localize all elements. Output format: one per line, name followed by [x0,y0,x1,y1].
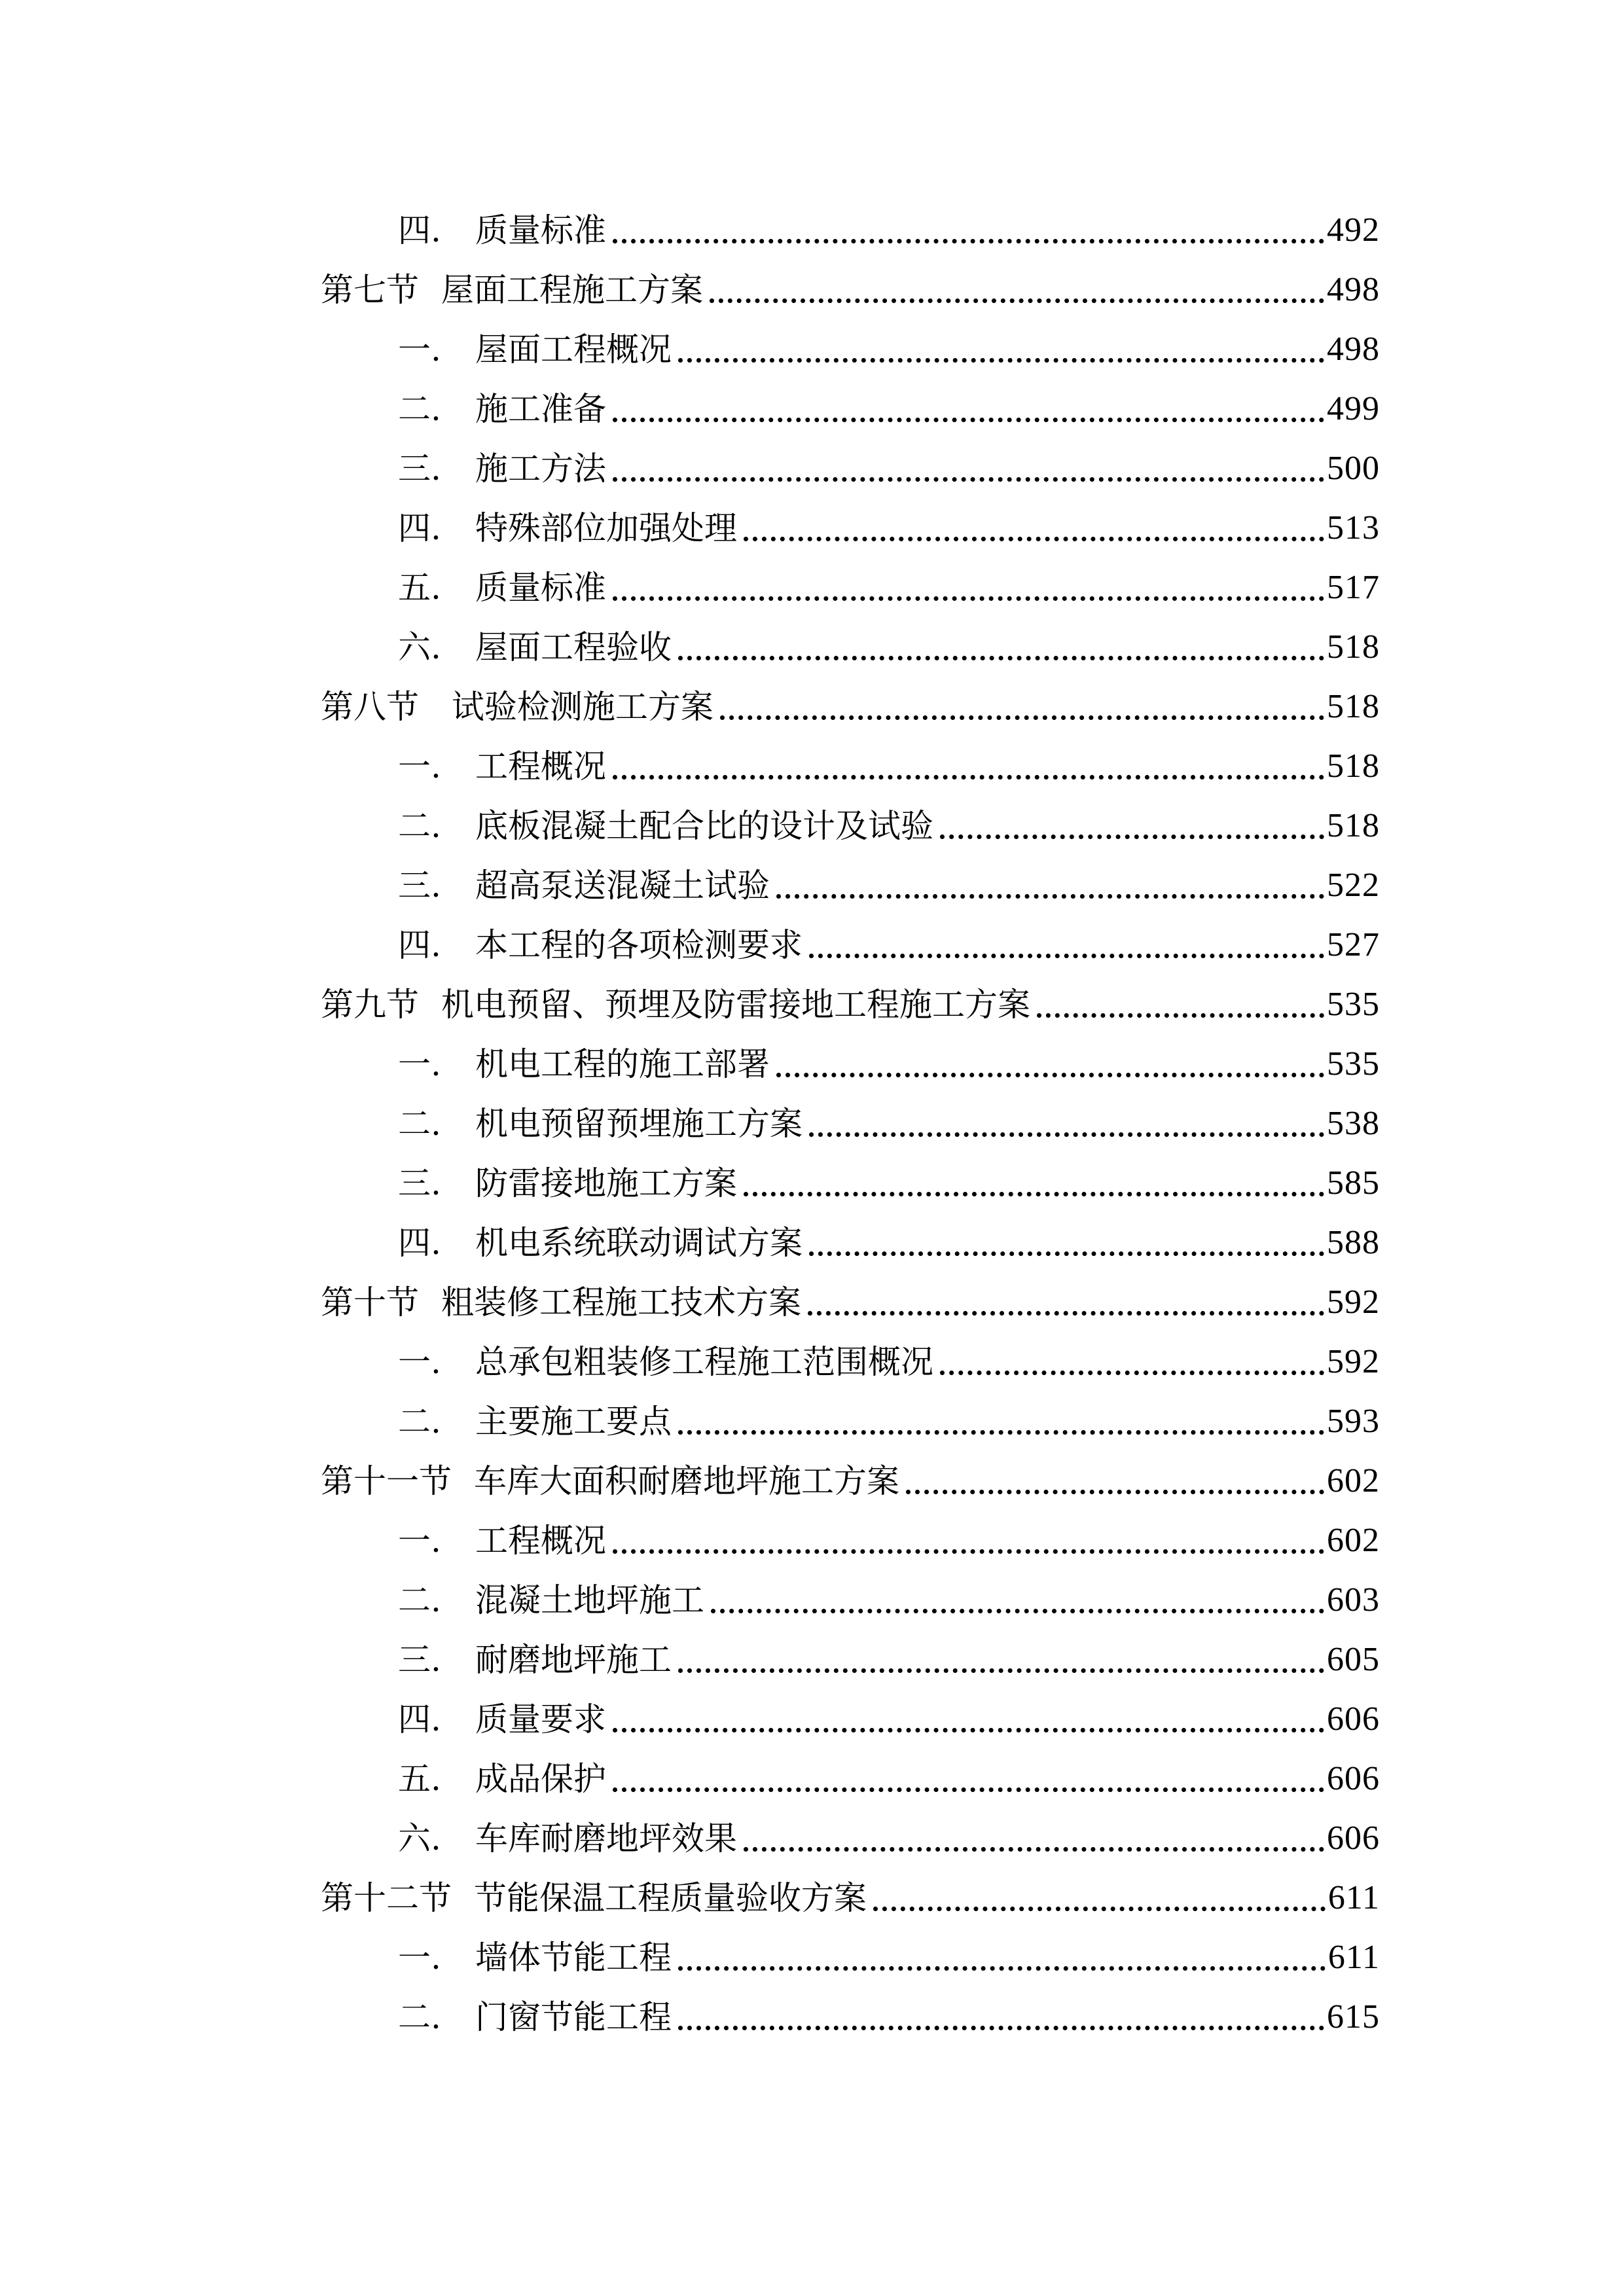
toc-entry-number: 三. [398,1164,441,1202]
dot-leader [710,298,1324,303]
toc-section-page: 535 [1327,986,1380,1023]
dot-leader [678,656,1324,660]
toc-entry-title: 防雷接地施工方案 [475,1164,737,1202]
toc-entry-title: 机电预留预埋施工方案 [475,1105,803,1143]
dot-leader [613,418,1324,422]
toc-entry-number: 三. [398,450,441,488]
dot-leader [613,596,1324,601]
dot-leader [678,358,1324,363]
toc-entry[interactable] [398,439,1380,499]
toc-entry[interactable] [398,796,1380,856]
dot-leader [613,775,1324,780]
toc-entry-page: 522 [1327,867,1380,904]
toc-entry[interactable] [398,1689,1380,1749]
toc-entry[interactable] [398,915,1380,975]
toc-entry-number: 四. [398,1224,441,1262]
dot-leader [808,1311,1324,1316]
toc-entry[interactable] [398,1391,1380,1452]
toc-section-number: 第十节 [321,1283,419,1321]
toc-entry-number: 二. [398,390,441,428]
toc-entry[interactable] [398,1213,1380,1273]
toc-entry[interactable] [398,1511,1380,1571]
toc-entry-page: 499 [1327,390,1380,427]
toc-entry[interactable] [398,379,1380,439]
toc-entry-title: 施工方法 [475,450,606,488]
toc-entry-title: 门窗节能工程 [475,1998,672,2036]
toc-section-entry[interactable] [321,1272,1380,1333]
dot-leader [809,1251,1324,1256]
dot-leader [809,1132,1324,1137]
toc-entry-number: 一. [398,1522,441,1560]
toc-entry-title: 混凝土地坪施工 [475,1581,704,1619]
dot-leader [940,834,1324,839]
toc-entry[interactable] [398,1928,1380,1988]
toc-entry-number: 五. [398,569,441,607]
toc-entry[interactable] [398,319,1380,380]
dot-leader [678,1966,1326,1971]
toc-entry-page: 606 [1327,1820,1380,1857]
toc-entry-page: 498 [1327,331,1380,368]
dot-leader [720,715,1324,720]
toc-entry-title: 机电系统联动调试方案 [475,1224,803,1262]
toc-entry-number: 五. [398,1760,441,1798]
toc-section-entry[interactable] [321,975,1380,1035]
toc-entry-number: 二. [398,807,441,845]
toc-section-entry[interactable] [321,1451,1380,1511]
dot-leader [744,1192,1324,1196]
toc-section-number: 第七节 [321,271,419,309]
toc-entry-number: 一. [398,331,441,368]
toc-entry-title: 成品保护 [475,1760,606,1798]
toc-entry-title: 工程概况 [475,747,606,785]
toc-section-page: 602 [1327,1462,1380,1499]
toc-entry-title: 墙体节能工程 [475,1939,672,1977]
toc-entry-page: 615 [1327,1998,1380,2036]
toc-entry-title: 工程概况 [475,1522,606,1560]
dot-leader [776,1073,1324,1077]
toc-entry-title: 屋面工程概况 [475,331,672,368]
toc-entry[interactable] [398,617,1380,677]
toc-entry-number: 四. [398,1700,441,1738]
dot-leader [678,1430,1324,1435]
dot-leader [809,954,1324,958]
dot-leader [678,2026,1324,2030]
toc-entry-page: 593 [1327,1403,1380,1440]
toc-section-entry[interactable] [321,1868,1380,1928]
dot-leader [906,1490,1324,1494]
toc-entry-number: 一. [398,1045,441,1083]
toc-entry-number: 一. [398,1343,441,1381]
dot-leader [940,1371,1324,1375]
toc-entry-page: 588 [1327,1224,1380,1261]
toc-entry-title: 底板混凝土配合比的设计及试验 [475,807,933,845]
toc-entry-number: 四. [398,926,441,964]
toc-entry-page: 602 [1327,1522,1380,1559]
toc-entry[interactable] [398,1987,1380,2047]
toc-section-number: 第八节 [321,688,419,726]
toc-entry[interactable] [398,1808,1380,1869]
toc-entry[interactable] [398,1153,1380,1213]
toc-entry-title: 特殊部位加强处理 [475,509,737,547]
toc-entry-number: 二. [398,1105,441,1143]
toc-entry-title: 质量标准 [475,569,606,607]
toc-section-title: 试验检测施工方案 [441,688,713,726]
toc-entry[interactable] [398,1570,1380,1630]
toc-section-entry[interactable] [321,260,1380,320]
toc-entry-number: 四. [398,509,441,547]
dot-leader [613,477,1324,482]
toc-entry-page: 606 [1327,1700,1380,1738]
dot-leader [744,1847,1324,1852]
toc-section-number: 第九节 [321,986,419,1024]
toc-entry-page: 606 [1327,1760,1380,1797]
toc-section-number: 第十二节 [321,1879,452,1917]
toc-entry-number: 一. [398,1939,441,1977]
toc-entry[interactable] [398,855,1380,916]
toc-entry[interactable] [398,1034,1380,1094]
toc-section-page: 611 [1327,1879,1380,1916]
toc-entry-page: 517 [1327,569,1380,606]
toc-entry-number: 四. [398,211,441,249]
dot-leader [711,1609,1324,1613]
dot-leader [613,1728,1324,1732]
toc-section-entry[interactable] [321,677,1380,737]
toc-entry-title: 主要施工要点 [475,1403,672,1441]
toc-entry-title: 总承包粗装修工程施工范围概况 [475,1343,933,1381]
toc-entry-number: 二. [398,1403,441,1441]
dot-leader [613,1787,1324,1792]
toc-entry[interactable] [398,1332,1380,1392]
toc-section-page: 518 [1327,688,1380,725]
toc-entry-number: 三. [398,1641,441,1679]
toc-entry-page: 605 [1327,1641,1380,1678]
toc-entry-number: 六. [398,628,441,666]
toc-entry-page: 518 [1327,807,1380,844]
toc-entry-title: 超高泵送混凝土试验 [475,867,770,905]
toc-entry[interactable] [398,736,1380,797]
toc-entry[interactable] [398,1749,1380,1809]
toc-entry[interactable] [398,558,1380,618]
toc-entry-page: 518 [1327,628,1380,666]
toc-entry-number: 三. [398,867,441,905]
toc-entry-page: 585 [1327,1164,1380,1202]
toc-section-title: 车库大面积耐磨地坪施工方案 [474,1462,899,1500]
toc-entry-title: 施工准备 [475,390,606,428]
toc-entry-page: 513 [1327,509,1380,547]
dot-leader [1037,1013,1324,1018]
dot-leader [873,1907,1326,1911]
toc-entry-page: 535 [1327,1045,1380,1083]
toc-entry-title: 屋面工程验收 [475,628,672,666]
toc-entry-page: 500 [1327,450,1380,487]
toc-entry-title: 机电工程的施工部署 [475,1045,770,1083]
toc-section-page: 498 [1327,271,1380,308]
toc-section-title: 屋面工程施工方案 [441,271,703,309]
toc-section-title: 机电预留、预埋及防雷接地工程施工方案 [441,986,1030,1024]
toc-entry-title: 本工程的各项检测要求 [475,926,803,964]
dot-leader [613,239,1324,243]
toc-entry-page: 592 [1327,1343,1380,1380]
toc-entry-page: 611 [1327,1939,1380,1976]
toc-entry-title: 耐磨地坪施工 [475,1641,672,1679]
toc-entry[interactable] [398,200,1380,260]
toc-entry-title: 质量标准 [475,211,606,249]
toc-entry[interactable] [398,1630,1380,1690]
toc-entry-title: 车库耐磨地坪效果 [475,1820,737,1857]
toc-entry-page: 603 [1327,1581,1380,1619]
toc-entry[interactable] [398,498,1380,558]
toc-section-title: 粗装修工程施工技术方案 [441,1283,801,1321]
dot-leader [776,894,1324,899]
toc-entry-number: 二. [398,1998,441,2036]
toc-section-title: 节能保温工程质量验收方案 [474,1879,867,1917]
dot-leader [744,537,1324,541]
toc-entry[interactable] [398,1094,1380,1154]
toc-entry-page: 492 [1327,211,1380,249]
toc-entry-number: 一. [398,747,441,785]
toc-entry-page: 518 [1327,747,1380,785]
toc-entry-title: 质量要求 [475,1700,606,1738]
toc-section-page: 592 [1327,1283,1380,1321]
toc-section-number: 第十一节 [321,1462,452,1500]
toc-entry-page: 527 [1327,926,1380,963]
toc-entry-number: 六. [398,1820,441,1857]
toc-entry-number: 二. [398,1581,441,1619]
toc-entry-page: 538 [1327,1105,1380,1142]
dot-leader [678,1668,1324,1673]
dot-leader [613,1549,1324,1554]
